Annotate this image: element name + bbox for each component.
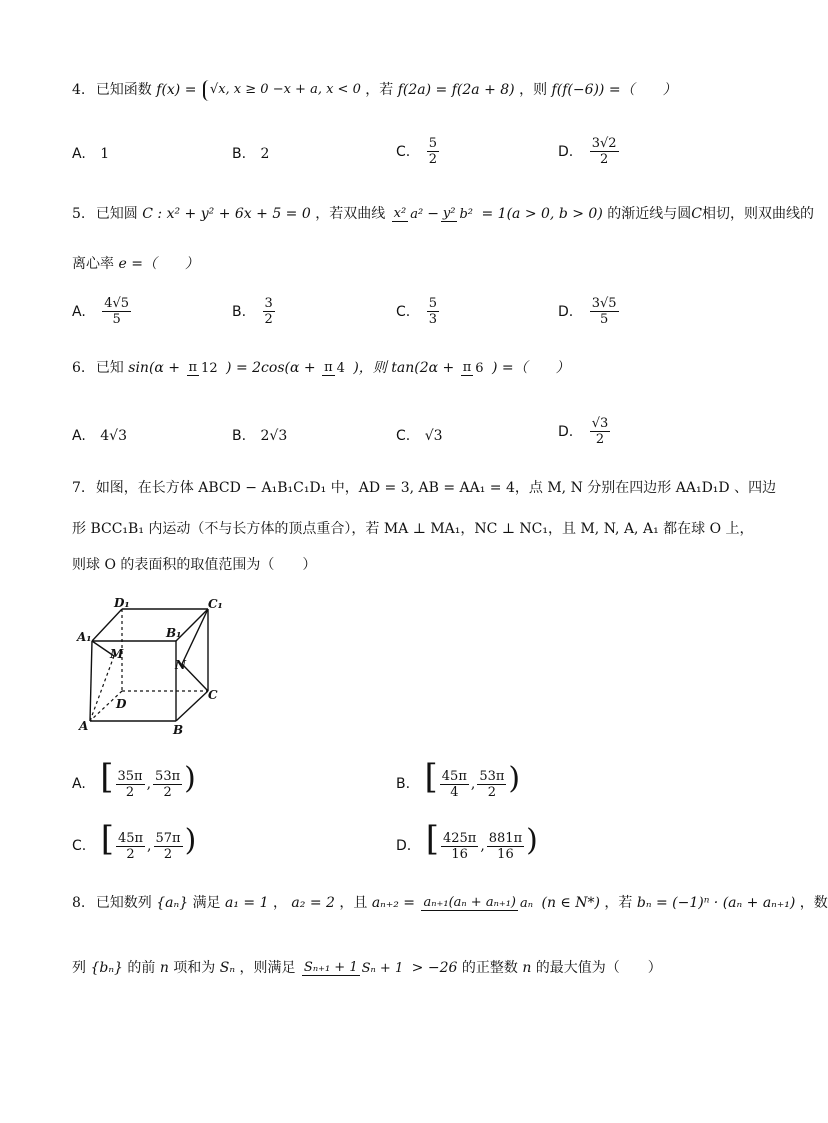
question-text: 的正整数 <box>461 960 518 976</box>
equation-part: )，则 <box>353 360 387 376</box>
option-value: √3 <box>424 428 443 444</box>
hyperbola-condition: = 1(a > 0, b > 0) <box>481 206 603 222</box>
fraction-numerator: 53π <box>479 768 505 784</box>
option-value: 2 <box>260 146 270 162</box>
question-text: 则球 O 的表面积的取值范围为（ ） <box>72 557 317 573</box>
question-ask: 的最大值为（ ） <box>535 960 662 976</box>
vertex-label-a: A <box>79 719 89 733</box>
fraction-numerator: π <box>462 360 472 375</box>
question-ask: e =（ ） <box>118 256 199 272</box>
option-b[interactable]: B. [ $\frac{45\pi}{4}$ , $\frac{53\pi}{2}$ ) <box>396 757 521 800</box>
option-a[interactable]: A. [ $\frac{35\pi}{2}$ , $\frac{53\pi}{2}$ ) <box>72 757 196 800</box>
fraction-denominator: 4 <box>450 784 459 800</box>
question-text: ， <box>272 895 287 911</box>
fraction-numerator: π <box>324 360 333 375</box>
fraction-denominator: 2 <box>163 846 173 862</box>
fraction-denominator: 2 <box>125 784 135 800</box>
fraction-denominator: b² <box>459 206 474 222</box>
fraction-numerator: 45π <box>117 830 144 846</box>
option-c[interactable]: C. [ $\frac{45\pi}{2}$ , $\frac{57\pi}{2}$ ) <box>72 819 197 862</box>
option-c[interactable] <box>396 136 441 167</box>
question-number: 4. <box>72 82 86 99</box>
recurrence-lhs: aₙ₊₂ = <box>371 895 416 911</box>
option-label: A. <box>72 303 86 320</box>
option-value: 1 <box>100 146 110 162</box>
question-text: 已知圆 <box>95 206 138 222</box>
question-text: 离心率 <box>72 256 114 272</box>
cuboid-figure <box>74 596 224 740</box>
fraction-denominator: 2 <box>163 784 172 800</box>
option-a[interactable] <box>72 426 127 446</box>
fraction-numerator: 35π <box>117 768 143 784</box>
question-7-line-3 <box>72 555 316 575</box>
question-text: ，数 <box>799 895 828 911</box>
fraction-numerator: 53π <box>155 768 181 784</box>
fraction-denominator: 4 <box>336 360 345 376</box>
fraction-denominator: 2 <box>487 784 497 800</box>
fraction-denominator: 12 <box>201 360 218 376</box>
option-label: C. <box>396 303 411 320</box>
function-name: f(x) = <box>156 82 197 99</box>
point-label-n: N <box>175 658 186 672</box>
question-ask: ) =（ ） <box>492 360 570 376</box>
vertex-label-c: C <box>208 688 218 702</box>
question-8 <box>72 893 828 913</box>
question-text: 项和为 <box>173 960 216 976</box>
sequence-name: {aₙ} <box>156 895 189 911</box>
equation-part: ) = 2cos(α + <box>226 360 316 376</box>
question-text: ，若 <box>365 82 394 99</box>
fraction-numerator: aₙ₊₁(aₙ + aₙ₊₁) <box>423 895 516 910</box>
question-text: 已知 <box>95 360 124 376</box>
question-text: ，若双曲线 <box>315 206 386 222</box>
variable: Sₙ <box>219 960 236 976</box>
equation-part: sin(α + <box>128 360 181 376</box>
fraction-denominator: aₙ <box>520 895 534 911</box>
fraction-numerator: 4√5 <box>104 296 130 311</box>
question-ask: f(f(−6)) =（ ） <box>551 82 677 99</box>
option-label: B. <box>232 303 247 320</box>
fraction-numerator: 45π <box>441 768 467 784</box>
option-a[interactable] <box>72 296 133 327</box>
fraction-numerator: Sₙ₊₁ + 1 <box>303 960 358 975</box>
fraction-numerator: 3√2 <box>591 136 617 151</box>
vertex-label-b: B <box>173 723 184 737</box>
condition: f(2a) = f(2a + 8) <box>397 82 515 99</box>
case-2: −x + a, x < 0 <box>272 82 361 97</box>
question-text: 的渐近线与圆 <box>607 206 692 222</box>
fraction-denominator: 2 <box>264 312 273 327</box>
fraction-denominator: 2 <box>428 152 437 167</box>
equation-part: tan(2α + <box>391 360 455 376</box>
question-text: 已知数列 <box>95 895 152 911</box>
option-label: D. <box>558 303 574 320</box>
fraction-numerator: 5 <box>428 136 437 151</box>
option-a[interactable] <box>72 144 109 164</box>
option-b[interactable] <box>232 296 277 327</box>
fraction-denominator: 2 <box>599 152 609 167</box>
option-b[interactable] <box>232 144 269 164</box>
fraction-denominator: 5 <box>112 312 121 327</box>
option-c[interactable] <box>396 426 443 446</box>
question-number: 8. <box>72 895 86 911</box>
question-text: ，则 <box>519 82 548 99</box>
initial-term: a₂ = 2 <box>291 895 335 911</box>
vertex-label-a1: A₁ <box>77 630 92 644</box>
option-label: A. <box>72 428 86 444</box>
question-6 <box>72 358 570 378</box>
option-d[interactable] <box>558 416 612 447</box>
question-text: ，且 <box>339 895 368 911</box>
domain-condition: (n ∈ N*) <box>541 895 600 911</box>
question-7-line-2 <box>72 519 754 539</box>
fraction-numerator: y² <box>442 206 456 221</box>
vertex-label-d1: D₁ <box>114 596 130 610</box>
inequality: > −26 <box>411 960 458 976</box>
fraction-denominator: Sₙ + 1 <box>361 960 404 976</box>
fraction-denominator: 5 <box>599 312 609 327</box>
interval-open: [ <box>100 757 114 797</box>
initial-term: a₁ = 1 <box>225 895 269 911</box>
question-text: 的前 <box>127 960 156 976</box>
fraction-numerator: 5 <box>428 296 437 311</box>
option-c[interactable] <box>396 296 441 327</box>
option-label: D. <box>396 838 412 854</box>
fraction-numerator: x² <box>393 206 407 221</box>
fraction-denominator: 3 <box>428 312 437 327</box>
question-text: 相切，则双曲线的 <box>701 206 814 222</box>
fraction-denominator: 16 <box>497 846 514 862</box>
option-label: C. <box>396 143 411 160</box>
question-text: ，则满足 <box>239 960 296 976</box>
option-label: D. <box>558 423 574 440</box>
option-d[interactable] <box>558 296 621 327</box>
question-number: 6. <box>72 360 86 376</box>
fraction-numerator: 3 <box>264 296 273 311</box>
option-value: 4√3 <box>100 428 127 444</box>
variable: n <box>159 960 169 976</box>
fraction-numerator: 57π <box>155 830 181 846</box>
interval-close: ) <box>184 823 197 858</box>
fraction-numerator: π <box>188 360 198 375</box>
piecewise-cases <box>203 80 361 101</box>
question-number: 7. <box>72 480 86 496</box>
interval-open: [ <box>425 819 439 859</box>
interval-open: [ <box>424 757 438 797</box>
option-label: C. <box>72 838 87 854</box>
question-4 <box>72 80 677 101</box>
interval-close: ) <box>508 761 521 796</box>
question-text: 满足 <box>192 895 221 911</box>
case-1: √x, x ≥ 0 <box>209 82 269 97</box>
question-text: 形 BCC₁B₁ 内运动（不与长方体的顶点重合），若 MA ⊥ MA₁，NC ⊥ NC₁，且 M, N, A, A₁ 都在球 O 上， <box>72 521 754 537</box>
question-text: 如图，在长方体 ABCD − A₁B₁C₁D₁ 中，AD = 3, AB = AA₁ = 4，点 M, N 分别在四边形 AA₁D₁D 、四边 <box>95 480 777 496</box>
option-label: C. <box>396 428 411 444</box>
sequence-name: {bₙ} <box>90 960 123 976</box>
question-8-line-2 <box>72 958 662 978</box>
interval-close: ) <box>184 761 196 796</box>
question-text: ，若 <box>604 895 633 911</box>
question-text: 列 <box>72 960 86 976</box>
fraction-numerator: 3√5 <box>591 296 617 311</box>
question-7 <box>72 478 776 498</box>
fraction-denominator: a² <box>410 206 424 222</box>
option-label: B. <box>396 776 411 792</box>
fraction-denominator: 6 <box>475 360 484 376</box>
circle-equation: C : x² + y² + 6x + 5 = 0 <box>142 206 311 222</box>
question-text: 已知函数 <box>95 82 152 99</box>
fraction-denominator: 2 <box>126 846 135 862</box>
fraction-numerator: √3 <box>591 416 609 431</box>
fraction-numerator: 881π <box>488 830 523 846</box>
option-label: A. <box>72 146 86 162</box>
interval-close: ) <box>526 823 538 858</box>
option-d[interactable]: D. [ $\frac{425\pi}{16}$ , $\frac{881\pi}{16}$ ) <box>396 819 538 862</box>
option-label: B. <box>232 428 247 444</box>
variable: n <box>522 960 532 976</box>
question-5-line-2 <box>72 254 199 274</box>
vertex-label-c1: C₁ <box>208 597 223 611</box>
fraction-denominator: 2 <box>595 432 605 447</box>
sequence-definition: bₙ = (−1)ⁿ · (aₙ + aₙ₊₁) <box>636 895 796 911</box>
interval-open: [ <box>100 819 114 859</box>
point-label-m: M <box>110 647 124 661</box>
question-5: 5. 已知圆 C : x² + y² + 6x + 5 = 0 ，若双曲线 x² a² − y² b² = 1(a > 0, b > 0) 的渐近线与圆C相切，则双曲线的 <box>72 206 814 222</box>
option-d[interactable] <box>558 136 621 167</box>
fraction-denominator: 16 <box>451 846 468 862</box>
vertex-label-b1: B₁ <box>166 626 182 640</box>
fraction-numerator: 425π <box>442 830 477 846</box>
vertex-label-d: D <box>116 697 127 711</box>
option-label: B. <box>232 146 247 162</box>
option-label: A. <box>72 776 86 792</box>
option-label: D. <box>558 143 574 160</box>
option-value: 2√3 <box>260 428 288 444</box>
question-number: 5. <box>72 206 86 222</box>
option-b[interactable] <box>232 426 287 446</box>
